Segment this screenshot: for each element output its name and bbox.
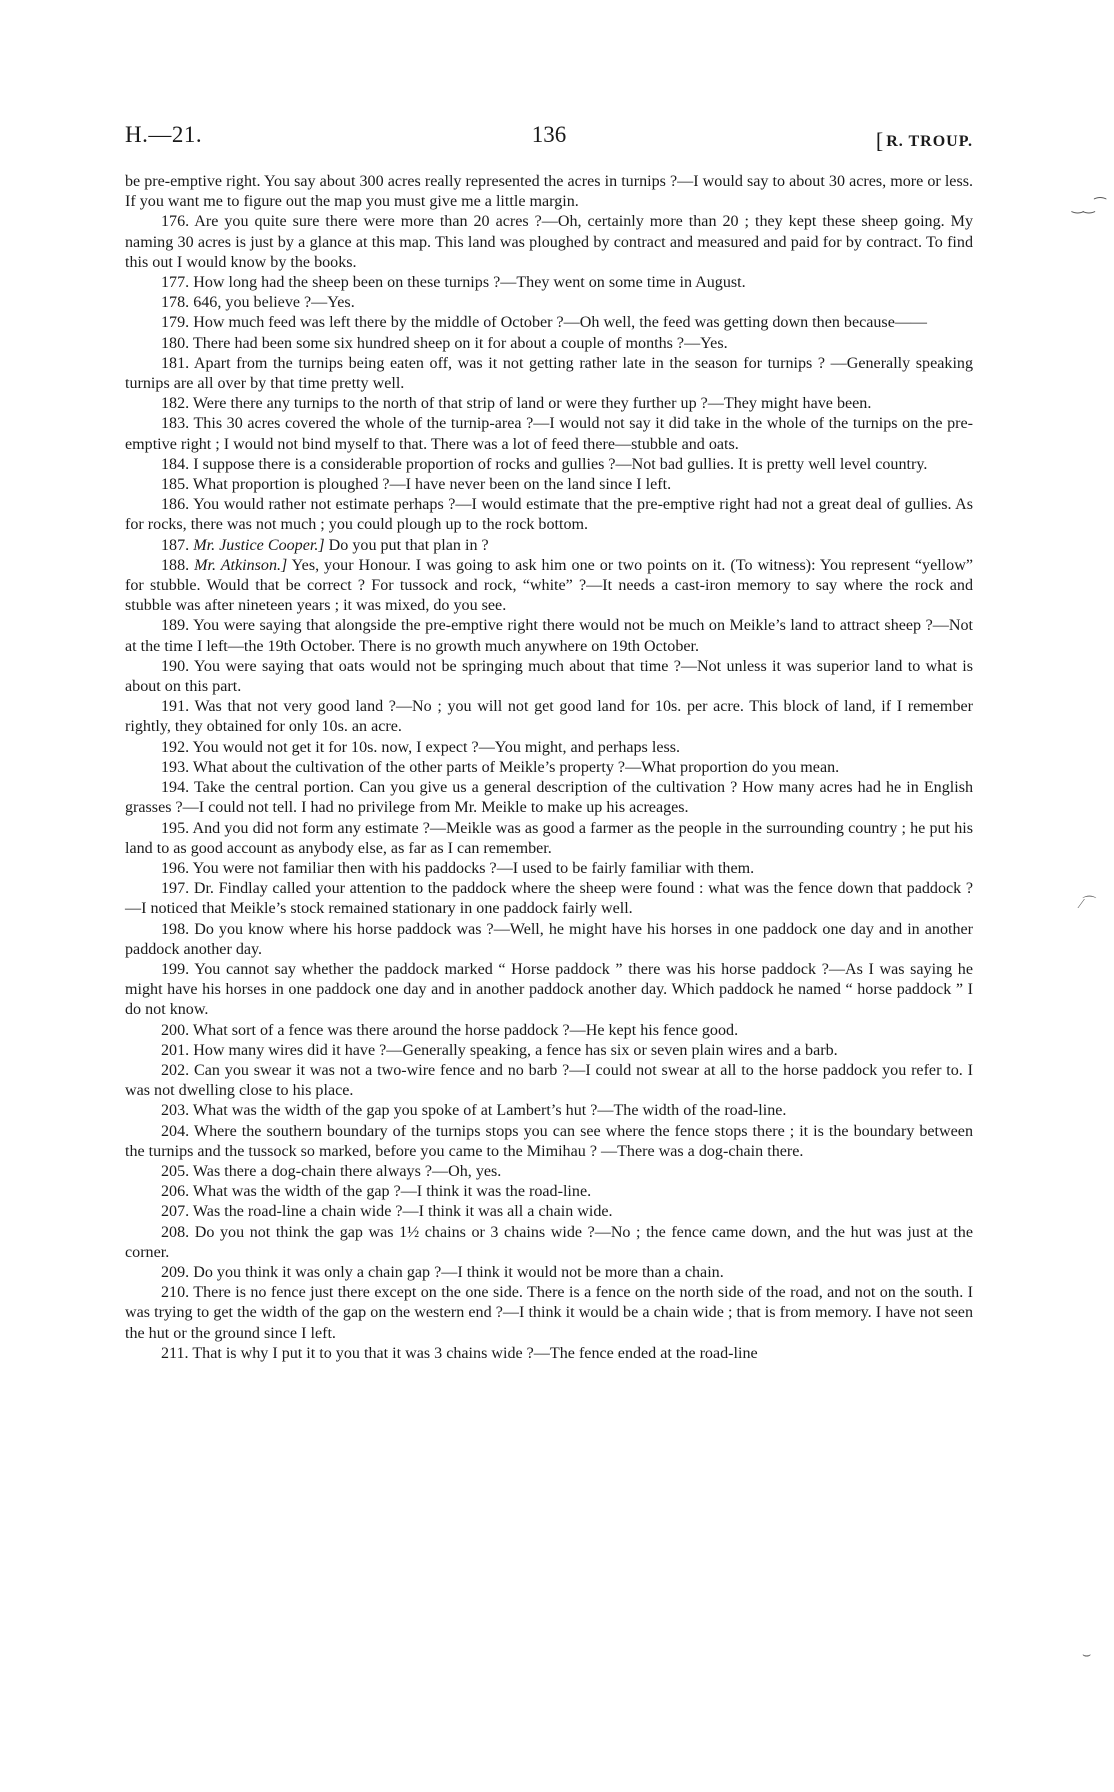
testimony-paragraph xyxy=(125,273,973,293)
testimony-paragraph xyxy=(125,1041,973,1061)
paragraph-text: You would rather not estimate perhaps ?—I would estimate that the pre-emptive right had not a great deal of gullies. As for rocks, there was not much ; you could plough up to the rock bottom. xyxy=(125,496,973,534)
paragraph-text: What sort of a fence was there around the horse paddock ?—He kept his fence good. xyxy=(192,1021,739,1039)
question-number: 197. xyxy=(161,880,190,898)
paragraph-text: What was the width of the gap you spoke of at Lambert’s hut ?—The width of the road-line. xyxy=(192,1102,787,1120)
testimony-paragraph xyxy=(125,455,973,475)
question-number: 200. xyxy=(161,1021,190,1039)
continued-paragraph xyxy=(125,172,973,212)
question-number: 179. xyxy=(161,314,190,332)
margin-annotation: ⌣ xyxy=(1082,1648,1092,1663)
question-number: 195. xyxy=(161,819,190,837)
paragraph-text: What was the width of the gap ?—I think it was the road-line. xyxy=(192,1183,592,1201)
paragraph-text: How long had the sheep been on these turnips ?—They went on some time in August. xyxy=(193,274,746,292)
paragraph-text: Was that not very good land ?—No ; you will not get good land for 10s. per acre. This block of land, if I remember rightly, they obtained for only 10s. an acre. xyxy=(125,698,973,736)
question-number: 185. xyxy=(161,476,190,494)
testimony-paragraph xyxy=(125,1021,973,1041)
paragraph-text: Do you put that plan in ? xyxy=(328,536,489,554)
testimony-paragraph xyxy=(125,354,973,394)
testimony-paragraph xyxy=(125,556,973,617)
paragraph-text: I suppose there is a considerable proportion of rocks and gullies ?—Not bad gullies. It is pretty well level country. xyxy=(193,455,928,473)
paragraph-text: 646, you believe ?—Yes. xyxy=(193,294,355,312)
question-number: 178. xyxy=(161,294,190,312)
question-number: 183. xyxy=(161,415,190,433)
question-number: 208. xyxy=(161,1223,190,1241)
paragraph-text: Take the central portion. Can you give us a general description of the cultivation ? How many acres had he in English grasses ?—I could not tell. I had no privilege from Mr. Meikle to make up his acreages. xyxy=(125,779,973,817)
testimony-paragraph xyxy=(125,920,973,960)
testimony-paragraph xyxy=(125,394,973,414)
paragraph-text: How much feed was left there by the middle of October ?—Oh well, the feed was getting down then because—— xyxy=(193,314,928,332)
paragraph-text: And you did not form any estimate ?—Meikle was as good a farmer as the people in the surrounding country ; he put his land to as good account as anybody else, as far as I can remember. xyxy=(125,819,973,857)
paragraph-text: You were saying that alongside the pre-emptive right there would not be much on Meikle’s land to attract sheep ?—Not at the time I left—the 19th October. There is no growth much anywhere on 19th October. xyxy=(125,617,973,655)
question-number: 180. xyxy=(161,334,190,352)
question-number: 190. xyxy=(161,657,190,675)
testimony-paragraph xyxy=(125,1182,973,1202)
question-number: 198. xyxy=(161,920,190,938)
testimony-paragraph xyxy=(125,1344,973,1364)
testimony-paragraph xyxy=(125,1283,973,1344)
testimony-paragraph xyxy=(125,313,973,333)
paragraph-text: How many wires did it have ?—Generally speaking, a fence has six or seven plain wires and a barb. xyxy=(193,1041,838,1059)
question-number: 209. xyxy=(161,1263,190,1281)
question-number: 193. xyxy=(161,758,190,776)
testimony-paragraph xyxy=(125,1162,973,1182)
paragraph-text: Yes, your Honour. I was going to ask him one or two points on it. (To witness): You represent “yellow” for stubble. Would that be correct ? For tussock and rock, “white” ?—It needs a cast-iron memory to say where the rock and stubble was after nineteen years ; it was mixed, do you see. xyxy=(125,556,973,615)
testimony-paragraph xyxy=(125,1101,973,1121)
testimony-paragraph xyxy=(125,758,973,778)
testimony-paragraph xyxy=(125,1061,973,1101)
testimony-paragraph xyxy=(125,212,973,273)
paragraph-text: What about the cultivation of the other parts of Meikle’s property ?—What proportion do you mean. xyxy=(192,758,840,776)
testimony-paragraph xyxy=(125,1223,973,1263)
testimony-paragraph xyxy=(125,859,973,879)
margin-annotation: ‿‿⁀ xyxy=(1072,199,1106,214)
testimony-paragraph xyxy=(125,293,973,313)
paragraph-text: Apart from the turnips being eaten off, was it not getting rather late in the season for turnips ? —Generally speaking turnips are all over by that time pretty well. xyxy=(125,354,974,393)
speaker-name: Mr. Atkinson.] xyxy=(194,556,288,574)
question-number: 201. xyxy=(161,1041,190,1059)
question-number: 205. xyxy=(161,1162,190,1180)
testimony-paragraph xyxy=(125,960,973,1021)
question-number: 186. xyxy=(161,496,190,514)
question-number: 184. xyxy=(161,455,190,473)
testimony-paragraph xyxy=(125,1202,973,1222)
page-body xyxy=(125,172,973,1364)
question-number: 192. xyxy=(161,738,190,756)
paragraph-text: Are you quite sure there were more than 20 acres ?—Oh, certainly more than 20 ; they kept these sheep going. My naming 30 acres is just by a glance at this map. This land was ploughed by contract and measured and paid for by contract. To find this out I would know by the books. xyxy=(125,213,973,271)
question-number: 206. xyxy=(161,1183,190,1201)
question-number: 176. xyxy=(161,213,190,231)
series-code: H.—21. xyxy=(125,122,203,147)
testimony-paragraph xyxy=(125,495,973,535)
testimony-paragraph xyxy=(125,414,973,454)
question-number: 187. xyxy=(161,536,190,554)
paragraph-text: There is no fence just there except on the one side. There is a fence on the north side of the road, and not on the south. I was trying to get the width of the gap on the western end ?—I think it would be a chain wide ; that is from memory. I have not seen the hut or the ground since I left. xyxy=(125,1284,973,1342)
paragraph-text: Where the southern boundary of the turnips stops you can see where the fence stops there ; it is the boundary between the turnips and the tussock so marked, before you came to the Mimihau ? —There was a dog-chain there. xyxy=(125,1122,973,1160)
testimony-paragraph xyxy=(125,778,973,818)
testimony-paragraph xyxy=(125,475,973,495)
question-number: 194. xyxy=(161,779,190,797)
paragraph-text: What proportion is ploughed ?—I have never been on the land since I left. xyxy=(192,476,672,494)
testimony-paragraph xyxy=(125,697,973,737)
paragraph-text: Do you think it was only a chain gap ?—I think it would not be more than a chain. xyxy=(193,1263,724,1281)
question-number: 199. xyxy=(161,960,190,978)
question-number: 211. xyxy=(161,1344,189,1362)
paragraph-text: Do you not think the gap was 1½ chains or 3 chains wide ?—No ; the fence came down, and the hut was just at the corner. xyxy=(125,1223,974,1261)
question-number: 189. xyxy=(161,617,190,635)
testimony-paragraph xyxy=(125,879,973,919)
question-number: 182. xyxy=(161,395,190,413)
testimony-paragraph xyxy=(125,738,973,758)
question-number: 177. xyxy=(161,274,190,292)
paragraph-text: You cannot say whether the paddock marked “ Horse paddock ” there was his horse paddock ?—As I was saying he might have his horses in one paddock one day and in another paddock another day. Which paddock he named “ horse paddock ” I do not know. xyxy=(125,960,973,1019)
paragraph-text: Dr. Findlay called your attention to the paddock where the sheep were found : what was the fence down that paddock ?—I noticed that Meikle’s stock remained stationary in one paddock fairly well. xyxy=(125,880,973,918)
speaker-name: Mr. Justice Cooper.] xyxy=(193,536,325,554)
testimony-paragraph xyxy=(125,616,973,656)
witness-name: [ R. TROUP. xyxy=(876,126,973,152)
testimony-paragraph xyxy=(125,1122,973,1162)
question-number: 203. xyxy=(161,1102,190,1120)
question-number: 202. xyxy=(161,1061,190,1079)
question-number: 210. xyxy=(161,1284,190,1302)
paragraph-text: You would not get it for 10s. now, I expect ?—You might, and perhaps less. xyxy=(192,738,681,756)
page-number: 136 xyxy=(531,122,567,147)
testimony-paragraph xyxy=(125,657,973,697)
question-number: 196. xyxy=(161,859,190,877)
paragraph-text: That is why I put it to you that it was 3 chains wide ?—The fence ended at the road-line xyxy=(192,1344,758,1362)
paragraph-text: You were not familiar then with his paddocks ?—I used to be fairly familiar with them. xyxy=(192,859,755,877)
question-number: 188. xyxy=(161,556,190,574)
paragraph-text: This 30 acres covered the whole of the turnip-area ?—I would not say it did take in the whole of the turnips on the pre-emptive right ; I would not bind myself to that. There was a lot of feed there—stubble and oats. xyxy=(125,415,973,453)
testimony-paragraph xyxy=(125,819,973,859)
paragraph-text: be pre-emptive right. You say about 300 acres really represented the acres in turnips ?—I would say to about 30 acres, more or less. If you want me to figure out the map you must give me a little margin. xyxy=(125,173,973,211)
testimony-paragraph xyxy=(125,334,973,354)
paragraph-text: Can you swear it was not a two-wire fence and no barb ?—I could not swear at all to the horse paddock you refer to. I was not dwelling close to his place. xyxy=(125,1061,973,1100)
question-number: 207. xyxy=(161,1203,190,1221)
margin-annotation: ⁄⌒ xyxy=(1080,897,1097,912)
paragraph-text: There had been some six hundred sheep on it for about a couple of months ?—Yes. xyxy=(192,334,728,352)
testimony-paragraph xyxy=(125,536,973,556)
paragraph-text: You were saying that oats would not be springing much about that time ?—Not unless it was superior land to what is about on this part. xyxy=(125,657,973,696)
paragraph-text: Was there a dog-chain there always ?—Oh, yes. xyxy=(192,1162,502,1180)
page-header xyxy=(125,122,973,156)
question-number: 181. xyxy=(161,354,190,372)
paragraph-text: Was the road-line a chain wide ?—I think it was all a chain wide. xyxy=(192,1203,613,1221)
question-number: 191. xyxy=(161,698,190,716)
testimony-paragraph xyxy=(125,1263,973,1283)
question-number: 204. xyxy=(161,1122,190,1140)
paragraph-text: Were there any turnips to the north of that strip of land or were they further up ?—They might have been. xyxy=(192,395,872,413)
paragraph-text: Do you know where his horse paddock was ?—Well, he might have his horses in one paddock one day and in another paddock another day. xyxy=(125,920,974,958)
